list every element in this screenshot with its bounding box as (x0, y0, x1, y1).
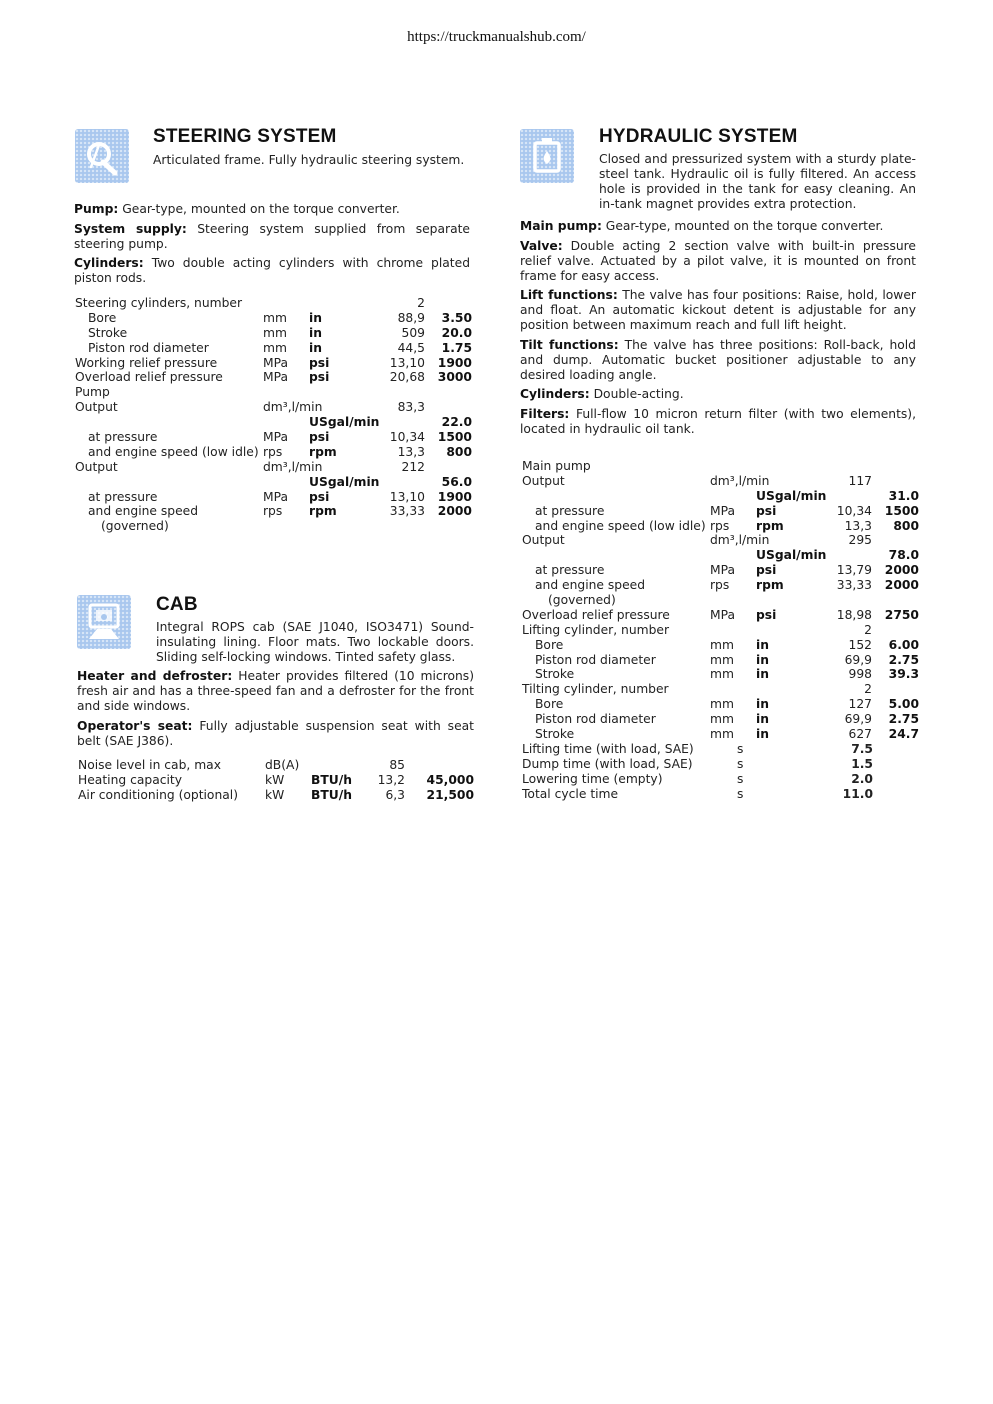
spec-unit-imperial: USgal/min (309, 474, 380, 489)
spec-value-metric: 13,10 (389, 355, 425, 370)
spec-value-metric: 2 (864, 622, 872, 637)
spec-unit-metric: mm (710, 652, 734, 667)
spec-value-imperial: 56.0 (441, 474, 472, 489)
spec-label: Steering cylinders, number (75, 296, 243, 310)
spec-label: Bore (535, 637, 564, 652)
spec-value-metric: 998 (848, 667, 872, 682)
spec-unit-metric: dm³,l/min (710, 473, 770, 488)
steering-spec-table (75, 296, 473, 534)
spec-unit-metric: s (737, 771, 744, 786)
cab-intro: Integral ROPS cab (SAE J1040, ISO3471) Sound-insulating lining. Floor mats. Two lockable doors. Sliding self-locking windows. Tinted safety glass. (156, 620, 474, 664)
spec-value-imperial: 78.0 (888, 548, 919, 563)
spec-value-imperial: 800 (446, 444, 472, 459)
spec-paragraph (520, 288, 916, 333)
spec-value-metric: 85 (389, 758, 405, 772)
spec-value-imperial: 5.00 (888, 697, 919, 712)
spec-value-metric: 7.5 (851, 741, 873, 756)
spec-unit-metric: mm (710, 637, 734, 652)
spec-row (522, 548, 920, 563)
spec-row (522, 474, 920, 489)
spec-row (522, 653, 920, 668)
spec-unit-imperial: in (756, 712, 769, 727)
spec-value-metric: 2 (864, 682, 872, 697)
spec-paragraph (520, 239, 916, 284)
spec-unit-metric: MPa (263, 489, 289, 504)
spec-unit-imperial: in (756, 727, 769, 742)
spec-value-metric: 18,98 (836, 607, 872, 622)
spec-row (75, 430, 473, 445)
paragraph-term: Tilt functions: (520, 337, 619, 352)
spec-value-imperial: 1.75 (441, 340, 472, 355)
spec-label: Noise level in cab, max (78, 758, 221, 772)
spec-row (75, 370, 473, 385)
spec-unit-imperial: psi (309, 370, 330, 385)
spec-value-metric: 83,3 (397, 400, 425, 415)
spec-label: Output (75, 400, 118, 415)
spec-row (522, 682, 920, 697)
spec-unit-imperial: rpm (756, 518, 784, 533)
spec-value-imperial: 1500 (884, 503, 919, 518)
spec-row (75, 519, 473, 534)
spec-paragraph (520, 338, 916, 383)
paragraph-text: The valve has three positions: Roll-back, hold and dump. Automatic bucket positioner adjustable to any desired loading angle. (520, 337, 916, 382)
spec-row (522, 563, 920, 578)
spec-unit-metric: rps (710, 578, 730, 593)
spec-row (75, 400, 473, 415)
paragraph-term: Operator's seat: (77, 718, 193, 733)
spec-unit-metric: kW (265, 772, 285, 787)
spec-value-imperial: 2000 (884, 578, 919, 593)
spec-label: Output (522, 473, 565, 488)
spec-label: Piston rod diameter (88, 340, 209, 355)
spec-value-metric: 509 (401, 325, 425, 340)
spec-value-metric: 13,2 (377, 772, 405, 787)
spec-value-metric: 295 (848, 533, 872, 548)
steering-paragraphs (74, 202, 470, 291)
spec-value-metric: 44,5 (397, 340, 425, 355)
spec-label: at pressure (88, 489, 158, 504)
spec-label: Overload relief pressure (75, 370, 223, 385)
spec-label: Working relief pressure (75, 355, 218, 370)
spec-unit-metric: dB(A) (265, 758, 300, 772)
spec-unit-metric: s (737, 756, 744, 771)
spec-row (78, 788, 476, 803)
spec-row (522, 608, 920, 623)
spec-paragraph (74, 256, 470, 286)
spec-label: Air conditioning (optional) (78, 787, 239, 802)
spec-label: Tilting cylinder, number (522, 682, 669, 697)
spec-value-metric: 212 (401, 459, 425, 474)
spec-value-metric: 33,33 (389, 504, 425, 519)
hydraulic-spec-table (522, 459, 920, 801)
spec-value-metric: 69,9 (844, 652, 872, 667)
hydraulic-paragraphs (520, 219, 916, 441)
spec-value-imperial: 2.75 (888, 652, 919, 667)
spec-row (522, 504, 920, 519)
spec-row (75, 445, 473, 460)
spec-value-metric: 13,10 (389, 489, 425, 504)
source-url[interactable]: https://truckmanualshub.com/ (407, 29, 586, 45)
spec-unit-metric: s (737, 786, 744, 801)
spec-unit-imperial: in (309, 325, 322, 340)
spec-row (75, 490, 473, 505)
spec-label: and engine speed (low idle) (88, 444, 259, 459)
spec-value-imperial: 3000 (437, 370, 472, 385)
spec-unit-imperial: in (756, 637, 769, 652)
spec-value-imperial: 1500 (437, 430, 472, 445)
spec-label: and engine speed (low idle) (535, 518, 706, 533)
spec-value-imperial: 45,000 (426, 772, 474, 787)
spec-unit-metric: mm (710, 727, 734, 742)
spec-value-metric: 13,3 (844, 518, 872, 533)
paragraph-term: Filters: (520, 406, 570, 421)
spec-value-metric: 10,34 (389, 430, 425, 445)
paragraph-text: Heater provides filtered (10 microns) fresh air and has a three-speed fan and a defroster for the front and side windows. (77, 669, 474, 713)
spec-row (522, 638, 920, 653)
spec-value-metric: 11.0 (842, 786, 873, 801)
spec-unit-imperial: in (756, 652, 769, 667)
spec-unit-imperial: psi (309, 355, 330, 370)
steering-intro: Articulated frame. Fully hydraulic steering system. (153, 153, 465, 167)
cab-icon (77, 595, 131, 649)
spec-unit-metric: mm (710, 697, 734, 712)
spec-value-imperial: 2000 (884, 563, 919, 578)
spec-label: Stroke (88, 325, 128, 340)
spec-label: Piston rod diameter (535, 652, 656, 667)
spec-unit-imperial: psi (309, 489, 330, 504)
paragraph-text: Fully adjustable suspension seat with seat belt (SAE J386). (77, 718, 474, 748)
spec-unit-metric: MPa (710, 503, 736, 518)
spec-unit-imperial: rpm (309, 504, 337, 519)
paragraph-text: Full-flow 10 micron return filter (with two elements), located in hydraulic oil tank. (520, 406, 916, 436)
paragraph-text: Gear-type, mounted on the torque converter. (601, 219, 884, 233)
cab-paragraphs (77, 669, 474, 753)
spec-label: (governed) (101, 519, 169, 534)
spec-unit-imperial: psi (756, 563, 777, 578)
spec-unit-metric: rps (263, 444, 283, 459)
spec-row (75, 341, 473, 356)
hydraulic-intro: Closed and pressurized system with a sturdy plate-steel tank. Hydraulic oil is fully filtered. An access hole is provided in the tank for easy cleaning. An in-tank magnet provides extra protection. (599, 152, 916, 211)
spec-value-imperial: 39.3 (888, 667, 919, 682)
spec-value-imperial: 21,500 (426, 787, 474, 802)
spec-label: Stroke (535, 667, 575, 682)
spec-unit-imperial: rpm (756, 578, 784, 593)
spec-unit-imperial: BTU/h (311, 772, 352, 787)
spec-row (522, 757, 920, 772)
spec-label: Output (522, 533, 565, 548)
spec-unit-imperial: in (309, 310, 322, 325)
spec-label: Total cycle time (522, 786, 619, 801)
spec-label: Main pump (522, 459, 591, 473)
spec-unit-metric: MPa (710, 607, 736, 622)
spec-label: Lowering time (empty) (522, 771, 663, 786)
spec-unit-metric: MPa (263, 430, 289, 445)
spec-paragraph (74, 222, 470, 252)
paragraph-text: The valve has four positions: Raise, hold, lower and float. An automatic kickout detent is adjustable for any position between maximum reach and full lift height. (520, 288, 916, 332)
spec-row (522, 533, 920, 548)
spec-unit-imperial: in (309, 340, 322, 355)
paragraph-text: Double acting 2 section valve with built-in pressure relief valve. Actuated by a pilot valve, it is mounted on front frame for easy access. (520, 238, 916, 283)
spec-row (75, 475, 473, 490)
spec-unit-metric: dm³,l/min (263, 400, 323, 415)
spec-unit-metric: MPa (710, 563, 736, 578)
spec-row (75, 311, 473, 326)
spec-row (75, 296, 473, 311)
spec-value-metric: 88,9 (397, 310, 425, 325)
spec-row (522, 459, 920, 474)
spec-label: at pressure (535, 563, 605, 578)
spec-value-metric: 152 (848, 637, 872, 652)
spec-unit-metric: s (737, 741, 744, 756)
spec-unit-imperial: psi (756, 607, 777, 622)
spec-row (522, 787, 920, 802)
spec-value-metric: 13,3 (397, 444, 425, 459)
spec-unit-metric: MPa (263, 370, 289, 385)
spec-value-imperial: 2750 (884, 607, 919, 622)
spec-unit-imperial: BTU/h (311, 787, 352, 802)
spec-label: Dump time (with load, SAE) (522, 756, 693, 771)
spec-value-metric: 2.0 (851, 771, 873, 786)
paragraph-text: Gear-type, mounted on the torque converter. (118, 202, 400, 216)
spec-unit-imperial: USgal/min (309, 415, 380, 430)
spec-label: at pressure (535, 503, 605, 518)
spec-paragraph (520, 407, 916, 437)
spec-value-imperial: 3.50 (441, 310, 472, 325)
spec-label: and engine speed (88, 504, 199, 519)
spec-paragraph (77, 719, 474, 749)
spec-unit-metric: kW (265, 787, 285, 802)
spec-label: and engine speed (535, 578, 646, 593)
spec-unit-metric: mm (263, 340, 287, 355)
spec-label: Heating capacity (78, 772, 183, 787)
spec-value-imperial: 31.0 (888, 488, 919, 503)
spec-value-metric: 10,34 (836, 503, 872, 518)
spec-row (75, 415, 473, 430)
cab-title: CAB (156, 594, 198, 615)
spec-unit-metric: mm (263, 325, 287, 340)
spec-paragraph (74, 202, 470, 217)
spec-row (522, 667, 920, 682)
spec-value-imperial: 2000 (437, 504, 472, 519)
spec-row (75, 326, 473, 341)
spec-paragraph (520, 219, 916, 234)
spec-row (78, 758, 476, 773)
spec-unit-metric: mm (263, 310, 287, 325)
spec-unit-imperial: USgal/min (756, 548, 827, 563)
spec-unit-imperial: in (756, 697, 769, 712)
spec-unit-metric: dm³,l/min (710, 533, 770, 548)
spec-value-metric: 33,33 (836, 578, 872, 593)
spec-value-imperial: 2.75 (888, 712, 919, 727)
spec-value-metric: 2 (417, 296, 425, 310)
spec-unit-metric: mm (710, 712, 734, 727)
spec-value-metric: 69,9 (844, 712, 872, 727)
spec-row (522, 578, 920, 593)
spec-value-metric: 127 (848, 697, 872, 712)
paragraph-term: Pump: (74, 202, 119, 216)
spec-unit-imperial: rpm (309, 444, 337, 459)
spec-row (522, 742, 920, 757)
paragraph-term: Valve: (520, 238, 563, 253)
paragraph-term: Main pump: (520, 219, 602, 233)
spec-value-metric: 117 (848, 473, 872, 488)
spec-value-metric: 6,3 (385, 787, 405, 802)
spec-unit-metric: mm (710, 667, 734, 682)
spec-row (522, 772, 920, 787)
spec-value-imperial: 800 (893, 518, 919, 533)
spec-row (522, 727, 920, 742)
spec-row (522, 697, 920, 712)
hydraulic-title: HYDRAULIC SYSTEM (599, 126, 798, 147)
spec-value-metric: 13,79 (836, 563, 872, 578)
paragraph-term: Cylinders: (520, 387, 590, 401)
spec-row (75, 504, 473, 519)
spec-row (522, 519, 920, 534)
spec-label: Lifting time (with load, SAE) (522, 741, 694, 756)
spec-row (522, 593, 920, 608)
spec-row (75, 460, 473, 475)
paragraph-term: Heater and defroster: (77, 669, 233, 683)
spec-row (522, 489, 920, 504)
spec-paragraph (520, 387, 916, 402)
spec-label: Output (75, 459, 118, 474)
spec-label: at pressure (88, 430, 158, 445)
spec-label: Piston rod diameter (535, 712, 656, 727)
hydraulic-tank-icon (520, 129, 574, 183)
paragraph-text: Steering system supplied from separate steering pump. (74, 221, 470, 251)
spec-row (78, 773, 476, 788)
spec-value-imperial: 24.7 (888, 727, 919, 742)
spec-unit-metric: rps (263, 504, 283, 519)
cab-spec-table (78, 758, 476, 803)
paragraph-term: Lift functions: (520, 288, 618, 302)
spec-value-metric: 1.5 (851, 756, 873, 771)
spec-label: Pump (75, 385, 110, 400)
paragraph-text: Two double acting cylinders with chrome plated piston rods. (74, 256, 470, 285)
spec-value-imperial: 6.00 (888, 637, 919, 652)
paragraph-text: Double-acting. (589, 387, 684, 401)
spec-unit-imperial: USgal/min (756, 488, 827, 503)
spec-label: Stroke (535, 727, 575, 742)
paragraph-term: Cylinders: (74, 256, 144, 270)
spec-unit-imperial: psi (756, 503, 777, 518)
spec-label: Lifting cylinder, number (522, 622, 670, 637)
spec-unit-metric: dm³,l/min (263, 459, 323, 474)
spec-value-imperial: 22.0 (441, 415, 472, 430)
paragraph-term: System supply: (74, 221, 187, 236)
spec-value-imperial: 1900 (437, 489, 472, 504)
spec-row (522, 712, 920, 727)
steering-icon (75, 129, 129, 183)
spec-value-metric: 627 (848, 727, 872, 742)
spec-label: Bore (88, 310, 117, 325)
spec-row (522, 623, 920, 638)
spec-unit-imperial: psi (309, 430, 330, 445)
spec-unit-metric: MPa (263, 355, 289, 370)
steering-title: STEERING SYSTEM (153, 126, 337, 147)
spec-label: (governed) (548, 593, 616, 608)
spec-value-imperial: 1900 (437, 355, 472, 370)
spec-row (75, 385, 473, 400)
spec-label: Bore (535, 697, 564, 712)
spec-label: Overload relief pressure (522, 607, 670, 622)
spec-unit-metric: rps (710, 518, 730, 533)
spec-unit-imperial: in (756, 667, 769, 682)
spec-value-imperial: 20.0 (441, 325, 472, 340)
spec-row (75, 356, 473, 371)
spec-paragraph (77, 669, 474, 714)
spec-value-metric: 20,68 (389, 370, 425, 385)
